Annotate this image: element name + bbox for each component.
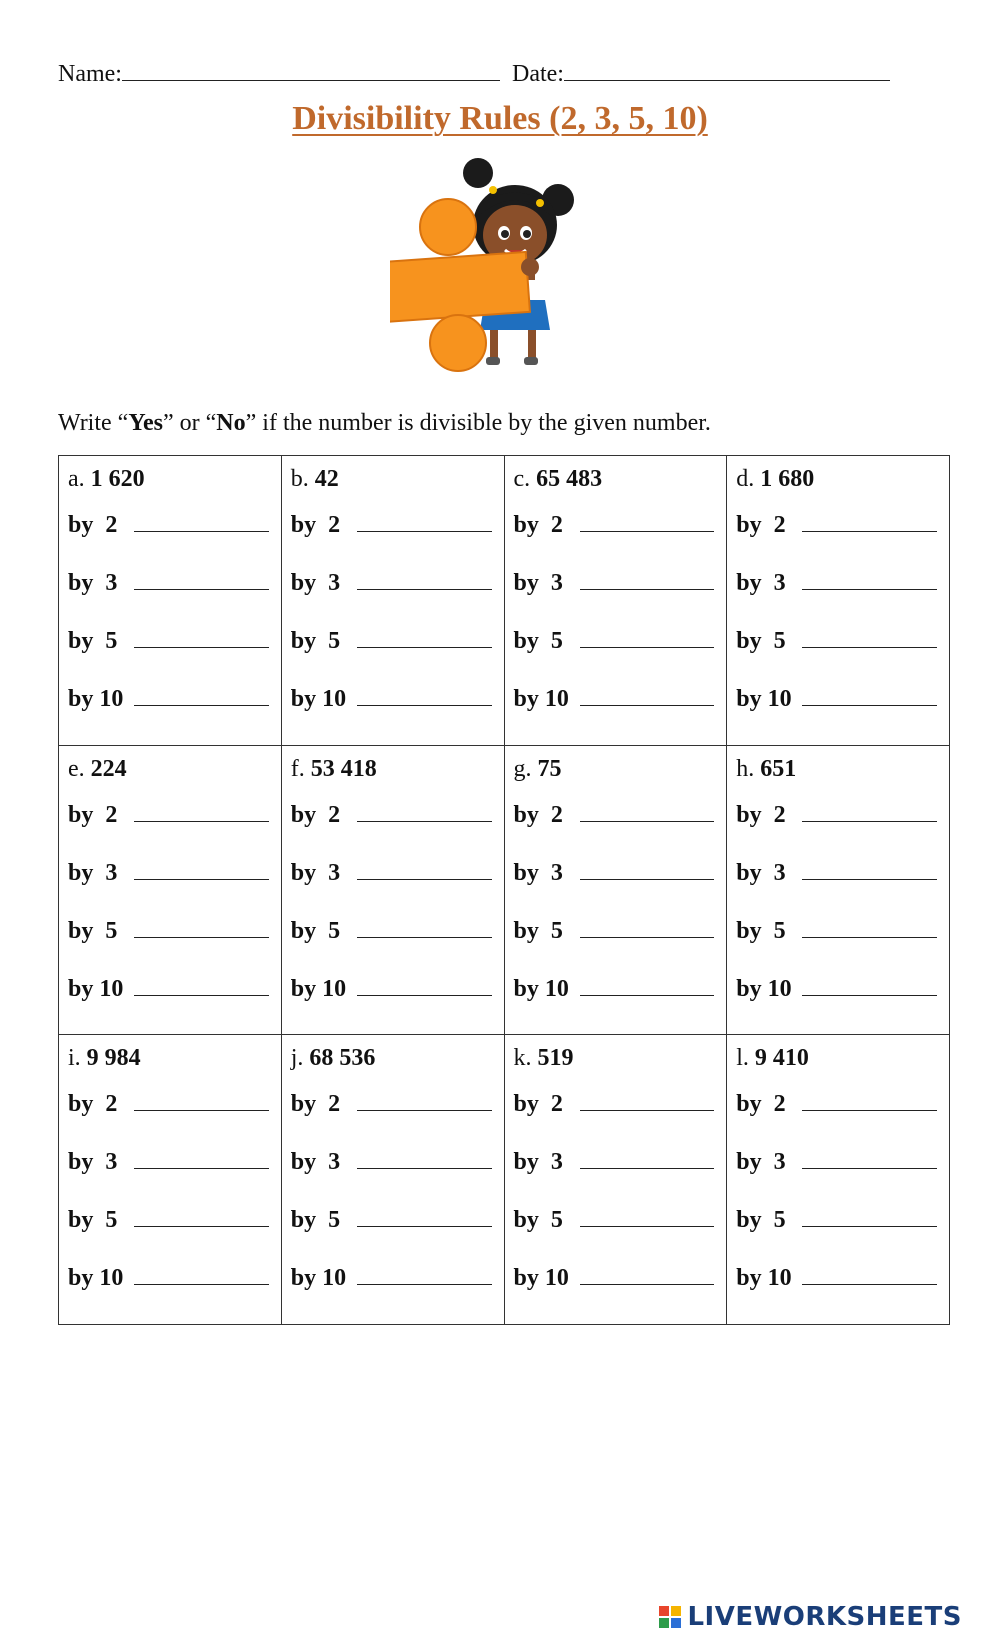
divisor-label: by 3 bbox=[68, 859, 118, 886]
problem-letter: a. bbox=[68, 466, 85, 492]
problem-number: 1 680 bbox=[760, 466, 815, 492]
answer-blank[interactable] bbox=[580, 685, 715, 706]
divisor-label: by 10 bbox=[736, 686, 792, 712]
divisor-label: by 5 bbox=[736, 1207, 786, 1234]
divisor-row bbox=[68, 612, 273, 670]
answer-blank[interactable] bbox=[134, 859, 269, 880]
answer-blank[interactable] bbox=[357, 917, 492, 938]
problem-label bbox=[68, 1041, 273, 1075]
answer-blank[interactable] bbox=[134, 1206, 269, 1227]
answer-blank[interactable] bbox=[357, 1090, 492, 1111]
page-title: Divisibility Rules (2, 3, 5, 10) bbox=[292, 100, 708, 137]
divisor-row bbox=[736, 670, 941, 728]
date-label: Date: bbox=[511, 61, 564, 87]
answer-blank[interactable] bbox=[580, 801, 715, 822]
answer-blank[interactable] bbox=[357, 859, 492, 880]
divisor-row bbox=[68, 1191, 273, 1249]
answer-blank[interactable] bbox=[357, 975, 492, 996]
divisor-row bbox=[291, 960, 496, 1018]
divisor-label: by 5 bbox=[290, 1207, 341, 1234]
answer-blank[interactable] bbox=[802, 1090, 937, 1111]
answer-blank[interactable] bbox=[134, 1148, 269, 1169]
answer-blank[interactable] bbox=[580, 1090, 715, 1111]
divisor-row bbox=[736, 612, 941, 670]
problem-cell bbox=[504, 1035, 727, 1325]
divisor-label: by 2 bbox=[68, 512, 118, 538]
answer-blank[interactable] bbox=[802, 859, 937, 880]
mark-blue bbox=[671, 1618, 681, 1628]
problem-letter: j. bbox=[290, 1045, 304, 1072]
liveworksheets-mark-icon bbox=[659, 1606, 681, 1628]
problem-cell bbox=[281, 745, 504, 1035]
liveworksheets-logo bbox=[659, 1600, 962, 1634]
answer-blank[interactable] bbox=[580, 627, 715, 648]
mark-red bbox=[659, 1606, 669, 1616]
problem-label bbox=[291, 752, 496, 786]
divisor-label: by 2 bbox=[290, 512, 341, 538]
answer-blank[interactable] bbox=[802, 1264, 937, 1285]
answer-blank[interactable] bbox=[802, 917, 937, 938]
divisor-label: by 3 bbox=[513, 570, 563, 596]
divisor-label: by 3 bbox=[736, 570, 786, 596]
divisor-row bbox=[68, 960, 273, 1018]
divisor-row bbox=[291, 496, 496, 554]
divisor-row bbox=[68, 670, 273, 728]
divisor-row bbox=[514, 496, 719, 554]
instruction-text: Write “Yes” or “No” if the number is divisible by the given number. bbox=[58, 410, 711, 436]
divisor-row bbox=[736, 960, 941, 1018]
divisor-label: by 5 bbox=[736, 917, 786, 944]
problem-number: 65 483 bbox=[536, 466, 603, 492]
answer-blank[interactable] bbox=[580, 859, 715, 880]
divisor-row bbox=[514, 670, 719, 728]
divisor-row bbox=[736, 1133, 941, 1191]
problem-label bbox=[291, 1041, 496, 1075]
problem-letter: f. bbox=[290, 755, 305, 782]
answer-blank[interactable] bbox=[580, 1264, 715, 1285]
problem-letter: i. bbox=[68, 1045, 81, 1072]
answer-blank[interactable] bbox=[134, 1264, 269, 1285]
problem-letter: c. bbox=[513, 466, 531, 492]
divisor-label: by 10 bbox=[513, 686, 569, 712]
answer-blank[interactable] bbox=[802, 569, 937, 590]
problem-label bbox=[736, 1041, 941, 1075]
answer-blank[interactable] bbox=[357, 569, 492, 590]
problem-number: 75 bbox=[537, 755, 562, 782]
problem-cell bbox=[281, 1035, 504, 1325]
answer-blank[interactable] bbox=[580, 1148, 715, 1169]
problem-letter: d. bbox=[736, 466, 755, 492]
problem-cell bbox=[281, 456, 504, 746]
problem-label bbox=[736, 462, 941, 496]
divisor-label: by 5 bbox=[513, 1207, 563, 1234]
problem-letter: g. bbox=[513, 755, 532, 782]
answer-blank[interactable] bbox=[357, 1206, 492, 1227]
divisor-label: by 3 bbox=[290, 859, 341, 886]
answer-blank[interactable] bbox=[134, 801, 269, 822]
answer-blank[interactable] bbox=[802, 511, 937, 532]
problem-number: 519 bbox=[537, 1045, 574, 1072]
divisor-label: by 10 bbox=[68, 975, 124, 1002]
divisor-label: by 3 bbox=[513, 1149, 563, 1176]
divisor-row bbox=[736, 1075, 941, 1133]
problem-letter: k. bbox=[513, 1045, 532, 1072]
problem-cell bbox=[504, 456, 727, 746]
divisor-row bbox=[291, 786, 496, 844]
divisor-row bbox=[291, 670, 496, 728]
mark-yellow bbox=[671, 1606, 681, 1616]
answer-blank[interactable] bbox=[357, 1264, 492, 1285]
answer-blank[interactable] bbox=[802, 801, 937, 822]
answer-blank[interactable] bbox=[357, 1148, 492, 1169]
divisor-row bbox=[736, 902, 941, 960]
divisor-row bbox=[514, 902, 719, 960]
divisor-label: by 5 bbox=[290, 917, 341, 944]
divisor-row bbox=[514, 844, 719, 902]
divisor-row bbox=[291, 902, 496, 960]
answer-blank[interactable] bbox=[802, 975, 937, 996]
problem-label bbox=[68, 462, 273, 496]
divisor-label: by 10 bbox=[290, 1265, 347, 1292]
divisor-label: by 2 bbox=[290, 801, 341, 828]
problem-label bbox=[514, 752, 719, 786]
divisor-label: by 2 bbox=[736, 512, 786, 538]
answer-blank[interactable] bbox=[134, 511, 269, 532]
divisor-label: by 5 bbox=[736, 628, 786, 654]
answer-blank[interactable] bbox=[357, 511, 492, 532]
answer-blank[interactable] bbox=[802, 627, 937, 648]
divisor-label: by 10 bbox=[290, 975, 347, 1002]
date-blank[interactable] bbox=[564, 56, 890, 81]
answer-blank[interactable] bbox=[357, 801, 492, 822]
problem-cell bbox=[59, 1035, 282, 1325]
answer-blank[interactable] bbox=[580, 917, 715, 938]
divisor-row bbox=[514, 1133, 719, 1191]
girl-division-sign-illustration bbox=[390, 155, 610, 390]
divisor-label: by 5 bbox=[68, 917, 118, 944]
divisor-row bbox=[736, 554, 941, 612]
answer-blank[interactable] bbox=[134, 627, 269, 648]
exercise-grid bbox=[58, 455, 950, 1325]
divisor-label: by 5 bbox=[68, 628, 118, 654]
answer-blank[interactable] bbox=[134, 975, 269, 996]
divisor-label: by 2 bbox=[68, 1091, 118, 1118]
divisor-row bbox=[68, 902, 273, 960]
problem-cell bbox=[59, 745, 282, 1035]
divisor-label: by 3 bbox=[513, 859, 563, 886]
divisor-label: by 5 bbox=[513, 917, 563, 944]
divisor-label: by 10 bbox=[290, 686, 347, 712]
divisor-row bbox=[514, 786, 719, 844]
divisor-row bbox=[68, 1075, 273, 1133]
divisor-label: by 10 bbox=[736, 975, 792, 1002]
answer-blank[interactable] bbox=[134, 685, 269, 706]
problem-number: 9 410 bbox=[754, 1045, 809, 1072]
problem-number: 224 bbox=[90, 755, 127, 782]
divisor-label: by 2 bbox=[290, 1091, 341, 1118]
divisor-row bbox=[291, 612, 496, 670]
answer-blank[interactable] bbox=[802, 1148, 937, 1169]
divisor-row bbox=[514, 554, 719, 612]
divisor-row bbox=[68, 496, 273, 554]
problem-number: 1 620 bbox=[90, 466, 145, 492]
divisor-label: by 3 bbox=[290, 1149, 341, 1176]
divisor-label: by 5 bbox=[290, 628, 341, 654]
problem-letter: e. bbox=[68, 755, 85, 782]
divisor-label: by 10 bbox=[513, 975, 569, 1002]
answer-blank[interactable] bbox=[580, 1206, 715, 1227]
answer-blank[interactable] bbox=[134, 917, 269, 938]
problem-number: 53 418 bbox=[310, 755, 377, 782]
problem-cell bbox=[727, 456, 950, 746]
problem-number: 42 bbox=[314, 466, 339, 492]
answer-blank[interactable] bbox=[802, 1206, 937, 1227]
answer-blank[interactable] bbox=[357, 685, 492, 706]
answer-blank[interactable] bbox=[134, 1090, 269, 1111]
problem-cell bbox=[504, 745, 727, 1035]
answer-blank[interactable] bbox=[134, 569, 269, 590]
problem-number: 68 536 bbox=[309, 1045, 376, 1072]
mark-green bbox=[659, 1618, 669, 1628]
divisor-label: by 3 bbox=[736, 1149, 786, 1176]
name-blank[interactable] bbox=[122, 56, 500, 81]
answer-blank[interactable] bbox=[580, 569, 715, 590]
divisor-row bbox=[68, 1133, 273, 1191]
divisor-row bbox=[514, 1075, 719, 1133]
problem-cell bbox=[59, 456, 282, 746]
problem-cell bbox=[727, 745, 950, 1035]
divisor-label: by 10 bbox=[513, 1265, 569, 1292]
divisor-label: by 3 bbox=[290, 570, 341, 596]
problem-letter: b. bbox=[290, 466, 309, 492]
divisor-row bbox=[736, 786, 941, 844]
divisor-label: by 10 bbox=[736, 1265, 792, 1292]
answer-blank[interactable] bbox=[357, 627, 492, 648]
problem-number: 651 bbox=[760, 755, 797, 782]
divisor-row bbox=[514, 1249, 719, 1307]
divisor-label: by 3 bbox=[736, 859, 786, 886]
divisor-row bbox=[68, 786, 273, 844]
divisor-label: by 2 bbox=[736, 1091, 786, 1118]
divisor-row bbox=[514, 612, 719, 670]
divisor-label: by 2 bbox=[513, 512, 563, 538]
divisor-label: by 2 bbox=[513, 801, 563, 828]
divisor-label: by 2 bbox=[736, 801, 786, 828]
divisor-row bbox=[68, 844, 273, 902]
divisor-row bbox=[514, 1191, 719, 1249]
divisor-row bbox=[736, 496, 941, 554]
divisor-label: by 10 bbox=[68, 686, 124, 712]
answer-blank[interactable] bbox=[580, 511, 715, 532]
divisor-row bbox=[736, 844, 941, 902]
problem-number: 9 984 bbox=[86, 1045, 141, 1072]
problem-label bbox=[514, 462, 719, 496]
divisor-label: by 3 bbox=[68, 570, 118, 596]
grid-row bbox=[59, 745, 950, 1035]
divisor-row bbox=[68, 1249, 273, 1307]
divisor-row bbox=[291, 1075, 496, 1133]
problem-label bbox=[514, 1041, 719, 1075]
problem-letter: h. bbox=[736, 755, 755, 782]
answer-blank[interactable] bbox=[802, 685, 937, 706]
divisor-label: by 5 bbox=[513, 628, 563, 654]
divisor-label: by 10 bbox=[68, 1265, 124, 1292]
problem-label bbox=[736, 752, 941, 786]
problem-label bbox=[291, 462, 496, 496]
divisor-row bbox=[291, 554, 496, 612]
divisor-row bbox=[291, 1249, 496, 1307]
divisor-row bbox=[291, 1133, 496, 1191]
divisor-row bbox=[291, 844, 496, 902]
grid-row bbox=[59, 1035, 950, 1325]
logo-text: LIVEWORKSHEETS bbox=[687, 1602, 962, 1632]
divisor-label: by 2 bbox=[68, 801, 118, 828]
answer-blank[interactable] bbox=[580, 975, 715, 996]
divisor-row bbox=[736, 1249, 941, 1307]
divisor-label: by 3 bbox=[68, 1149, 118, 1176]
grid-row bbox=[59, 456, 950, 746]
divisor-row bbox=[291, 1191, 496, 1249]
problem-letter: l. bbox=[736, 1045, 749, 1072]
name-date-line bbox=[58, 56, 898, 89]
divisor-row bbox=[736, 1191, 941, 1249]
divisor-label: by 5 bbox=[68, 1207, 118, 1234]
problem-cell bbox=[727, 1035, 950, 1325]
name-label: Name: bbox=[58, 61, 122, 87]
problem-label bbox=[68, 752, 273, 786]
divisor-label: by 2 bbox=[513, 1091, 563, 1118]
divisor-row bbox=[514, 960, 719, 1018]
divisor-row bbox=[68, 554, 273, 612]
